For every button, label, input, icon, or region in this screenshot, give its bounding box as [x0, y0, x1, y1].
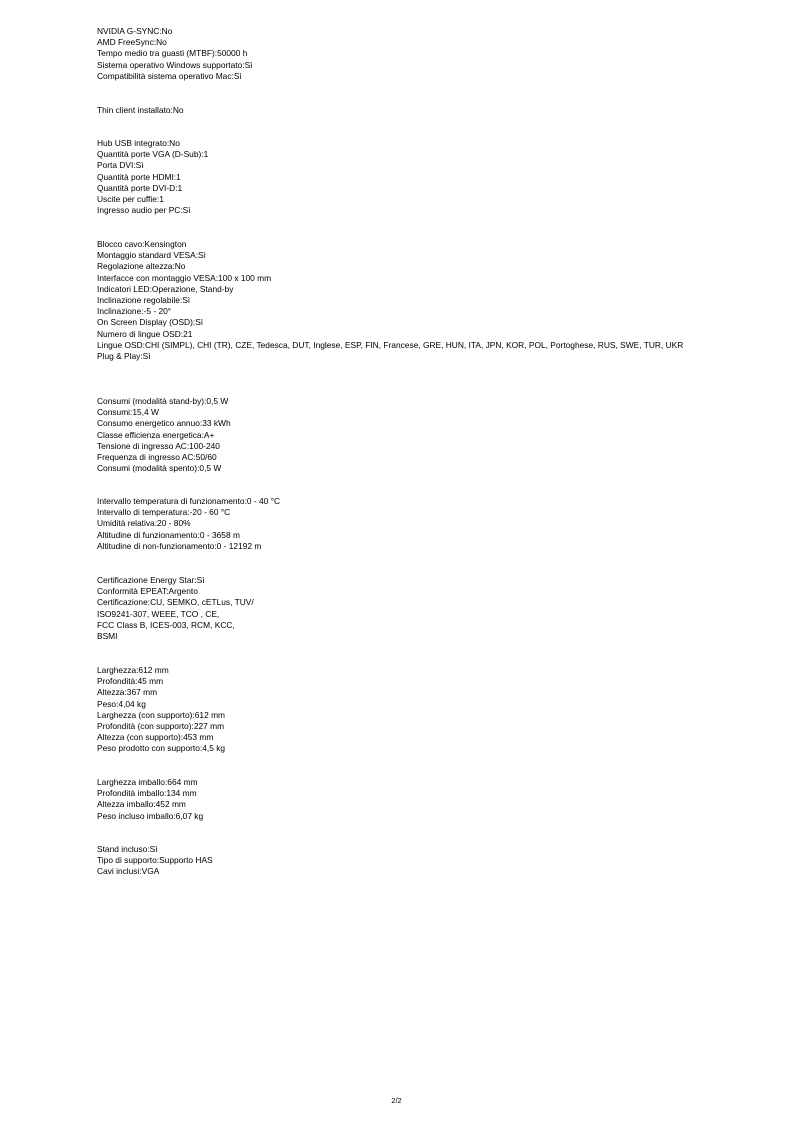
spec-line: Altitudine di funzionamento:0 - 3658 m	[97, 529, 240, 540]
spec-section	[97, 844, 213, 878]
spec-line: Tensione di ingresso AC:100-240	[97, 440, 220, 451]
spec-line: Inclinazione regolabile:Sì	[97, 295, 191, 306]
spec-line: Altezza (con supporto):453 mm	[97, 732, 214, 743]
spec-section	[97, 575, 254, 642]
spec-line: Classe efficienza energetica:A+	[97, 429, 215, 440]
spec-line: Larghezza:612 mm	[97, 665, 169, 675]
spec-line: Indicatori LED:Operazione, Stand-by	[97, 283, 234, 294]
spec-line: ISO9241-307, WEEE, TCO , CE,	[97, 608, 220, 619]
spec-line: Consumi:15,4 W	[97, 407, 159, 418]
spec-line: Consumi (modalità spento):0,5 W	[97, 463, 222, 474]
page-number: 2/2	[391, 1096, 402, 1105]
spec-section	[97, 239, 742, 362]
spec-line: Cavi inclusi:VGA	[97, 866, 160, 877]
spec-line: Profondità:45 mm	[97, 676, 164, 687]
spec-line: Tipo di supporto:Supporto HAS	[97, 855, 213, 866]
spec-line: FCC Class B, ICES-003, RCM, KCC,	[97, 619, 235, 630]
spec-line: Altezza imballo:452 mm	[97, 799, 186, 810]
spec-line: Blocco cavo:Kensington	[97, 239, 187, 249]
spec-line: Peso incluso imballo:6,07 kg	[97, 810, 204, 821]
spec-line: Montaggio standard VESA:Sì	[97, 250, 206, 261]
spec-line: Porta DVI:Sì	[97, 160, 144, 171]
spec-line: AMD FreeSync:No	[97, 37, 167, 48]
spec-section	[97, 396, 231, 474]
spec-section	[97, 777, 203, 822]
spec-line: Hub USB integrato:No	[97, 138, 180, 148]
spec-line: Quantità porte DVI-D:1	[97, 182, 183, 193]
spec-line: Sistema operativo Windows supportato:Sì	[97, 59, 253, 70]
spec-line: Quantità porte HDMI:1	[97, 171, 181, 182]
spec-line: Consumo energetico annuo:33 kWh	[97, 418, 231, 429]
spec-line: Altezza:367 mm	[97, 687, 158, 698]
spec-line: Conformità EPEAT:Argento	[97, 586, 198, 597]
spec-line: Intervallo di temperatura:-20 - 60 °C	[97, 507, 231, 518]
spec-section	[97, 665, 225, 755]
spec-line: On Screen Display (OSD):Sì	[97, 317, 204, 328]
spec-line: Certificazione:CU, SEMKO, cETLus, TUV/	[97, 597, 254, 608]
spec-line: Tempo medio tra guasti (MTBF):50000 h	[97, 48, 248, 59]
spec-line: Intervallo temperatura di funzionamento:0 - 40 °C	[97, 496, 281, 506]
spec-line: Profondità imballo:134 mm	[97, 788, 197, 799]
spec-line: Frequenza di ingresso AC:50/60	[97, 452, 217, 463]
spec-line: Plug & Play:Sì	[97, 351, 151, 362]
spec-line: Umidità relativa:20 - 80%	[97, 518, 191, 529]
spec-section	[97, 105, 184, 116]
spec-line: Altitudine di non-funzionamento:0 - 12192 m	[97, 540, 262, 551]
spec-line: Lingue OSD:CHI (SIMPL), CHI (TR), CZE, Tedesca, DUT, Inglese, ESP, FIN, Francese, GRE, HUN, ITA, JPN, KOR, POL, Portoghese, RUS, SWE, TUR, UKR	[97, 339, 684, 350]
spec-line: Profondità (con supporto):227 mm	[97, 721, 225, 732]
spec-line: Regolazione altezza:No	[97, 261, 186, 272]
spec-line: Consumi (modalità stand-by):0,5 W	[97, 396, 229, 406]
spec-line: Peso:4,04 kg	[97, 698, 146, 709]
spec-line: Numero di lingue OSD:21	[97, 328, 193, 339]
spec-line: BSMI	[97, 631, 118, 642]
spec-line: Compatibilità sistema operativo Mac:Sì	[97, 70, 242, 81]
spec-section	[97, 138, 208, 216]
spec-line: NVIDIA G-SYNC:No	[97, 26, 173, 36]
spec-line: Certificazione Energy Star:Sì	[97, 575, 205, 585]
spec-section	[97, 496, 280, 552]
spec-line: Thin client installato:No	[97, 105, 184, 115]
spec-line: Interfacce con montaggio VESA:100 x 100 mm	[97, 272, 272, 283]
spec-line: Stand incluso:Sì	[97, 844, 158, 854]
spec-line: Larghezza imballo:664 mm	[97, 777, 198, 787]
spec-section	[97, 26, 252, 82]
spec-line: Peso prodotto con supporto:4,5 kg	[97, 743, 226, 754]
spec-line: Uscite per cuffie:1	[97, 194, 164, 205]
spec-line: Quantità porte VGA (D-Sub):1	[97, 149, 209, 160]
spec-line: Inclinazione:-5 - 20°	[97, 306, 172, 317]
spec-line: Ingresso audio per PC:Sì	[97, 205, 191, 216]
spec-line: Larghezza (con supporto):612 mm	[97, 709, 226, 720]
